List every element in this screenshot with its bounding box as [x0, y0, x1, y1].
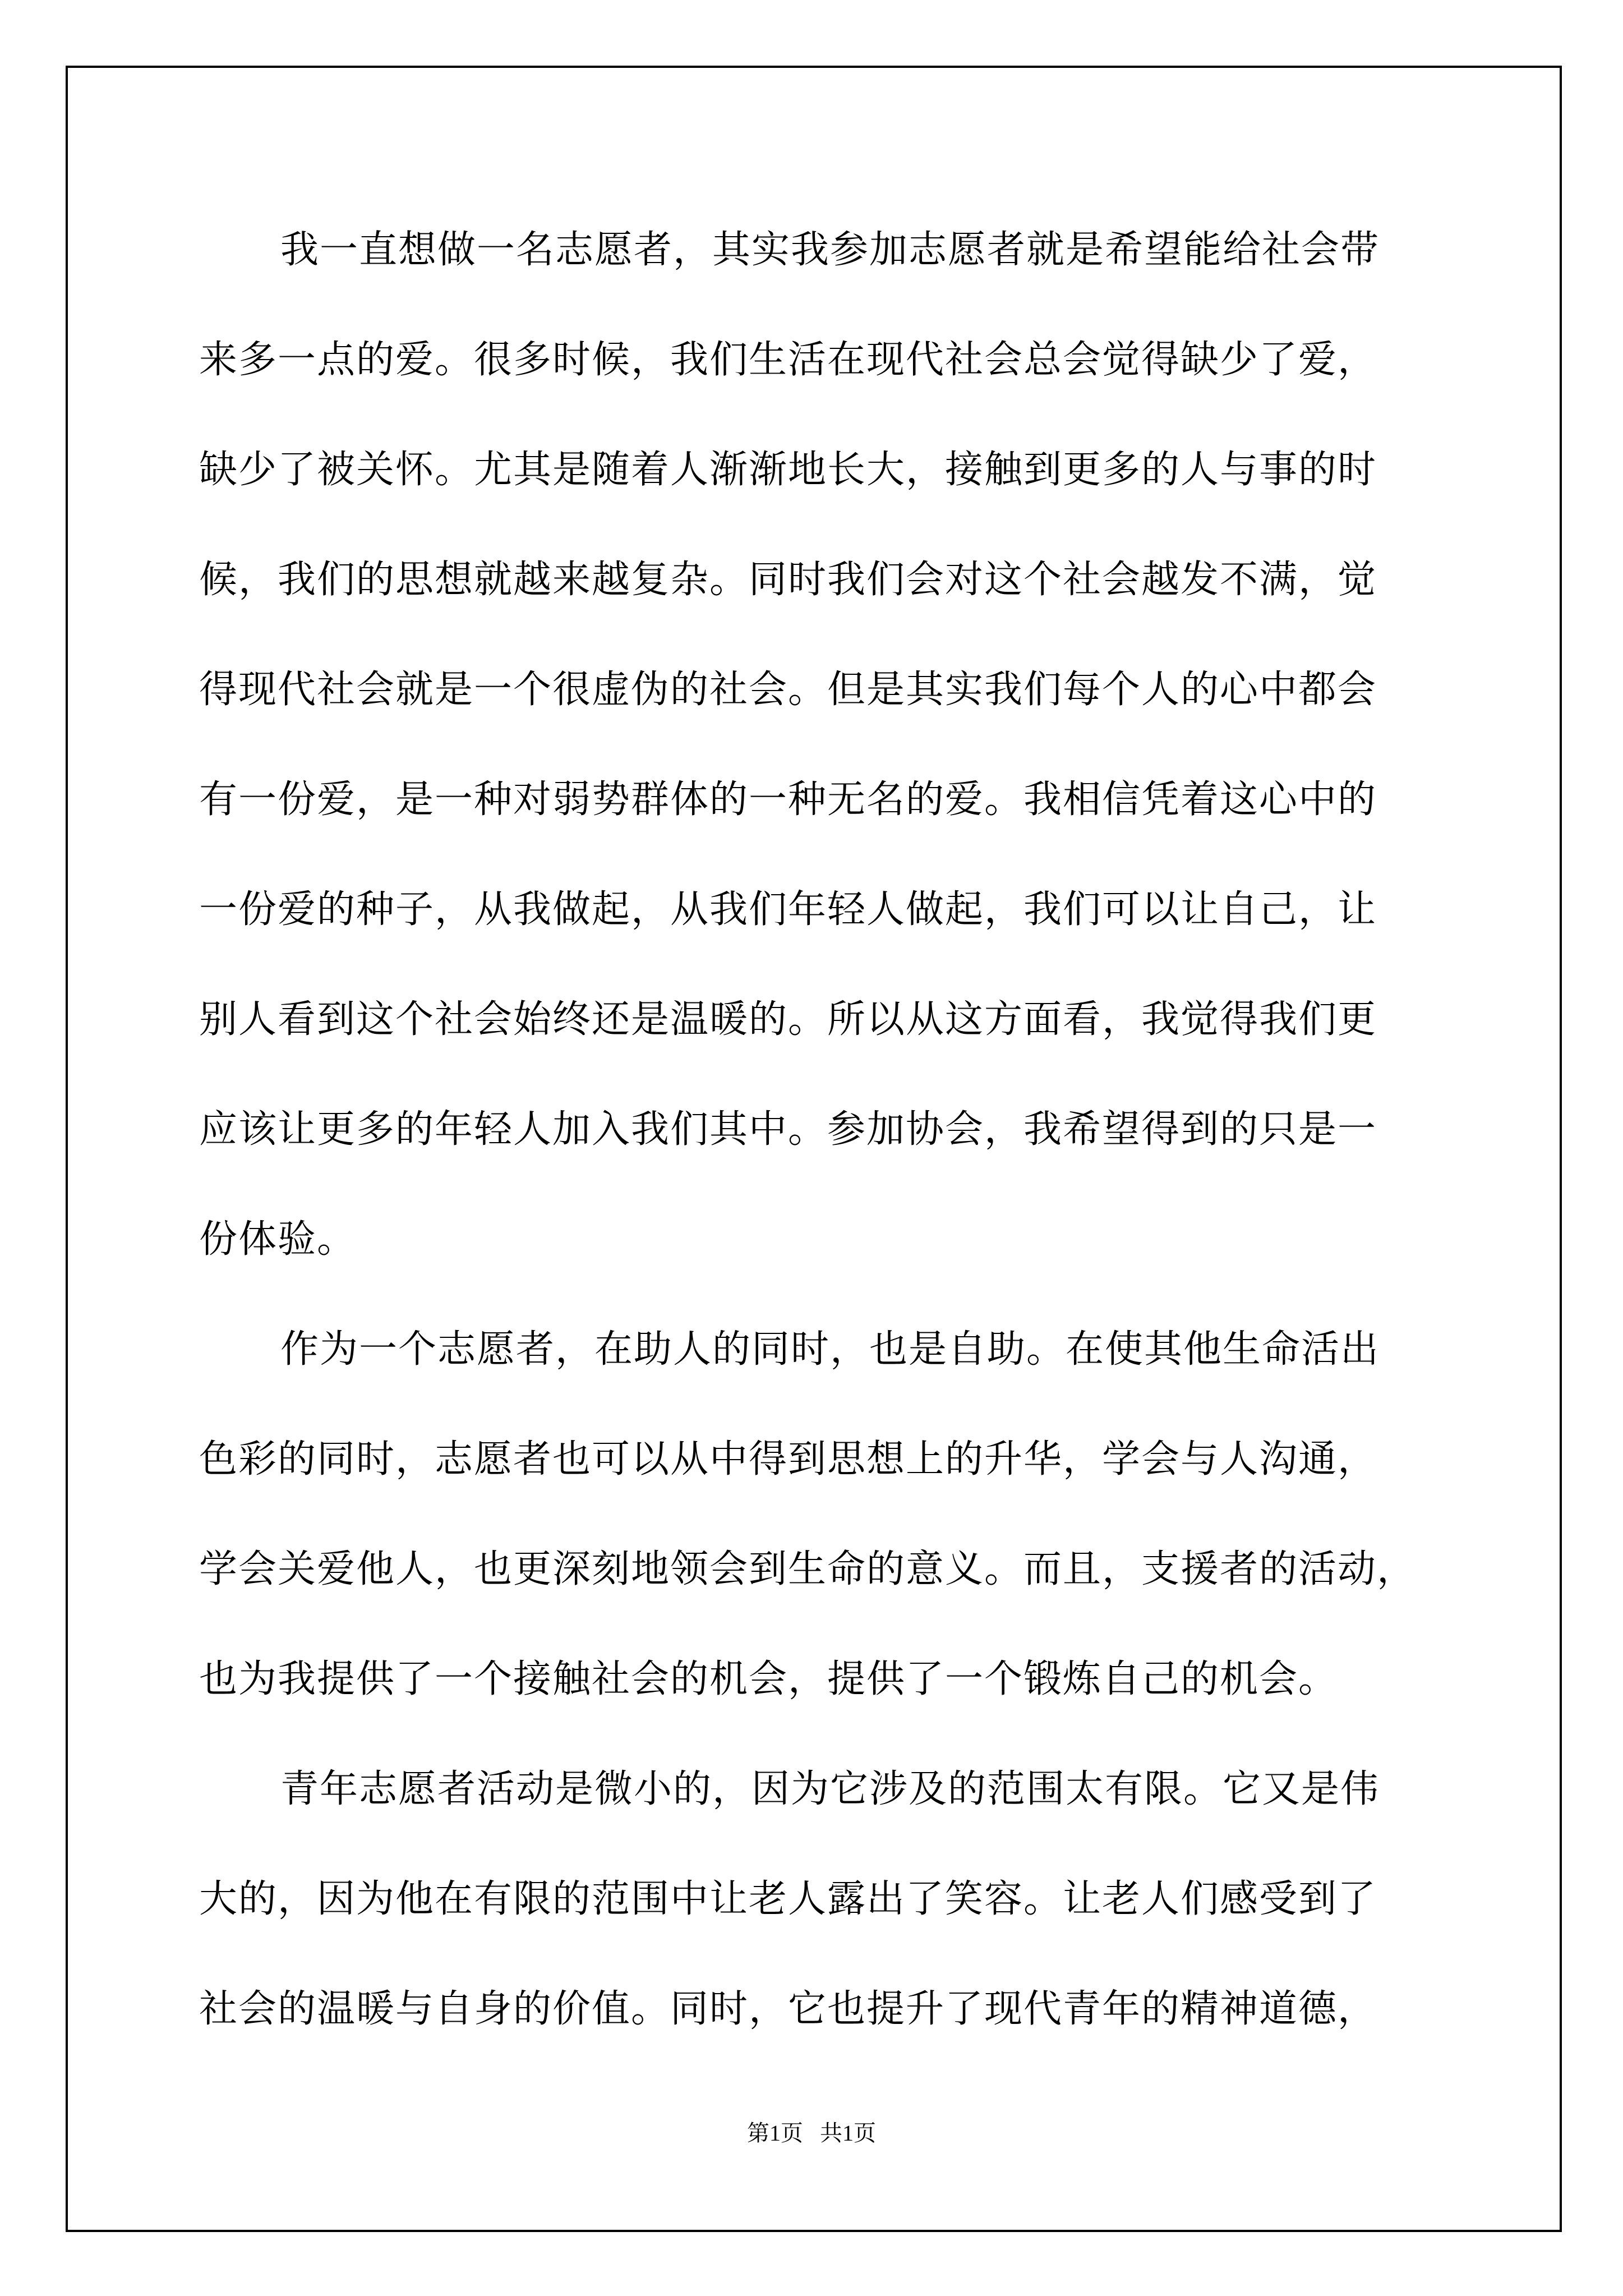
paragraph-3-line-1: 青年志愿者活动是微小的，因为它涉及的范围太有限。它又是伟 — [280, 1767, 1380, 1811]
paragraph-2-line-1: 作为一个志愿者，在助人的同时，也是自助。在使其他生命活出 — [280, 1327, 1380, 1372]
paragraph-1-line-10: 份体验。 — [199, 1217, 357, 1262]
paragraph-1-line-1: 我一直想做一名志愿者，其实我参加志愿者就是希望能给社会带 — [280, 228, 1380, 272]
paragraph-1-line-8: 别人看到这个社会始终还是温暖的。所以从这方面看，我觉得我们更 — [199, 997, 1377, 1042]
paragraph-2-line-4: 也为我提供了一个接触社会的机会，提供了一个锻炼自己的机会。 — [199, 1657, 1338, 1701]
paragraph-2-line-2: 色彩的同时，志愿者也可以从中得到思想上的升华，学会与人沟通， — [199, 1437, 1377, 1481]
paragraph-1-line-4: 候，我们的思想就越来越复杂。同时我们会对这个社会越发不满，觉 — [199, 558, 1377, 602]
paragraph-1-line-5: 得现代社会就是一个很虚伪的社会。但是其实我们每个人的心中都会 — [199, 668, 1377, 712]
paragraph-3-line-3: 社会的温暖与自身的价值。同时，它也提升了现代青年的精神道德， — [199, 1987, 1377, 2031]
paragraph-2-line-3: 学会关爱他人，也更深刻地领会到生命的意义。而且，支援者的活动， — [199, 1547, 1417, 1591]
paragraph-1-line-3: 缺少了被关怀。尤其是随着人渐渐地长大，接触到更多的人与事的时 — [199, 448, 1377, 492]
paragraph-1-line-6: 有一份爱，是一种对弱势群体的一种无名的爱。我相信凭着这心中的 — [199, 777, 1377, 822]
paragraph-1-line-7: 一份爱的种子，从我做起，从我们年轻人做起，我们可以让自己，让 — [199, 887, 1377, 932]
paragraph-1-line-2: 来多一点的爱。很多时候，我们生活在现代社会总会觉得缺少了爱， — [199, 338, 1377, 382]
page-number-footer: 第1页 共1页 — [747, 2120, 876, 2146]
paragraph-3-line-2: 大的，因为他在有限的范围中让老人露出了笑容。让老人们感受到了 — [199, 1877, 1377, 1921]
paragraph-1-line-9: 应该让更多的年轻人加入我们其中。参加协会，我希望得到的只是一 — [199, 1107, 1377, 1152]
